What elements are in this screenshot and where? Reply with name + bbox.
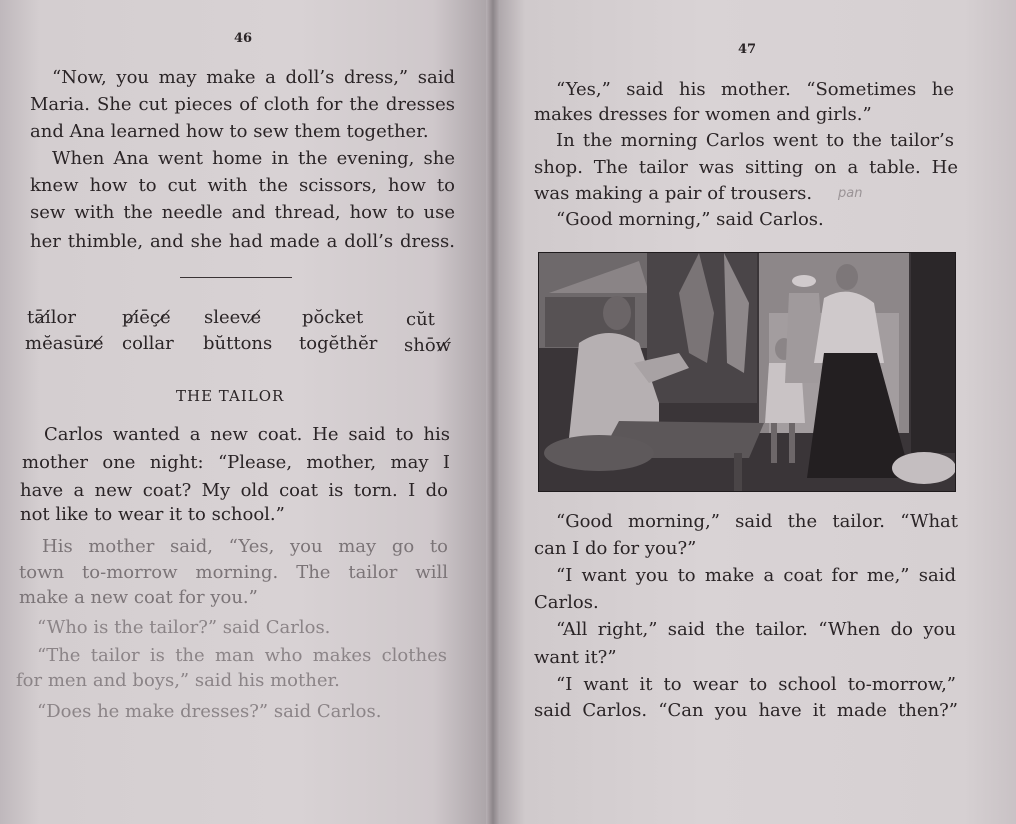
- vocab-word: mĕasūre̸: [25, 333, 104, 354]
- paragraph-line: “Good morning,” said Carlos.: [556, 209, 824, 230]
- story-line: mother one night: “Please, mother, may I: [22, 452, 450, 473]
- tailor-shop-drawing: [539, 253, 955, 491]
- paragraph-line: In the morning Carlos went to the tailor’s: [556, 130, 954, 151]
- section-divider: [180, 277, 292, 278]
- book-gutter: [486, 0, 500, 824]
- vocab-word: pŏcket: [302, 307, 364, 328]
- story-line: “The tailor is the man who makes clothes: [37, 645, 447, 666]
- paragraph-line: knew how to cut with the scissors, how to: [30, 175, 455, 196]
- pencil-annotation: pan: [838, 186, 863, 201]
- paragraph-line: “Good morning,” said the tailor. “What: [556, 511, 958, 532]
- paragraph-line: can I do for you?”: [534, 538, 697, 559]
- paragraph-line: shop. The tailor was sitting on a table. He: [534, 157, 958, 178]
- story-line: have a new coat? My old coat is torn. I do: [20, 480, 448, 501]
- story-line: not like to wear it to school.”: [20, 504, 285, 525]
- story-line: for men and boys,” said his mother.: [16, 670, 340, 691]
- vocab-word: sleeve̸: [204, 307, 262, 328]
- story-line: Carlos wanted a new coat. He said to his: [44, 424, 450, 445]
- right-page-number: 47: [738, 42, 757, 57]
- section-heading: THE TAILOR: [176, 387, 285, 405]
- story-line: His mother said, “Yes, you may go to: [42, 536, 448, 557]
- paragraph-line: “All right,” said the tailor. “When do you: [556, 619, 956, 640]
- paragraph-line: Carlos.: [534, 592, 599, 613]
- left-page-number: 46: [234, 31, 253, 46]
- vocab-word: tāi̸lor: [27, 307, 76, 328]
- story-line: make a new coat for you.”: [19, 587, 258, 608]
- story-line: “Does he make dresses?” said Carlos.: [37, 701, 382, 722]
- paragraph-line: “Now, you may make a doll’s dress,” said: [52, 67, 455, 88]
- tailor-shop-illustration: [538, 252, 956, 492]
- paragraph-line: and Ana learned how to sew them together.: [30, 121, 429, 142]
- vocab-word: cŭt: [406, 309, 435, 330]
- paragraph-line: “I want it to wear to school to-morrow,”: [556, 674, 956, 695]
- paragraph-line: makes dresses for women and girls.”: [534, 104, 872, 125]
- vocab-word: shōw̸: [404, 335, 452, 356]
- story-line: town to-morrow morning. The tailor will: [19, 562, 448, 583]
- paragraph-line: her thimble, and she had made a doll’s dress.: [30, 231, 455, 252]
- vocab-word: collar: [122, 333, 174, 354]
- paragraph-line: When Ana went home in the evening, she: [52, 148, 455, 169]
- paragraph-line: Maria. She cut pieces of cloth for the dresses: [30, 94, 455, 115]
- paragraph-line: was making a pair of trousers.: [534, 183, 813, 204]
- story-line: “Who is the tailor?” said Carlos.: [37, 617, 331, 638]
- vocab-word: pi̸ēçe̸: [122, 307, 171, 328]
- paragraph-line: sew with the needle and thread, how to use: [30, 202, 455, 223]
- paragraph-line: “Yes,” said his mother. “Sometimes he: [556, 79, 954, 100]
- paragraph-line: “I want you to make a coat for me,” said: [556, 565, 956, 586]
- vocab-word: bŭttons: [203, 333, 273, 354]
- vocab-word: togĕthĕr: [299, 333, 378, 354]
- paragraph-line: want it?”: [534, 647, 617, 668]
- paragraph-line: said Carlos. “Can you have it made then?”: [534, 700, 958, 721]
